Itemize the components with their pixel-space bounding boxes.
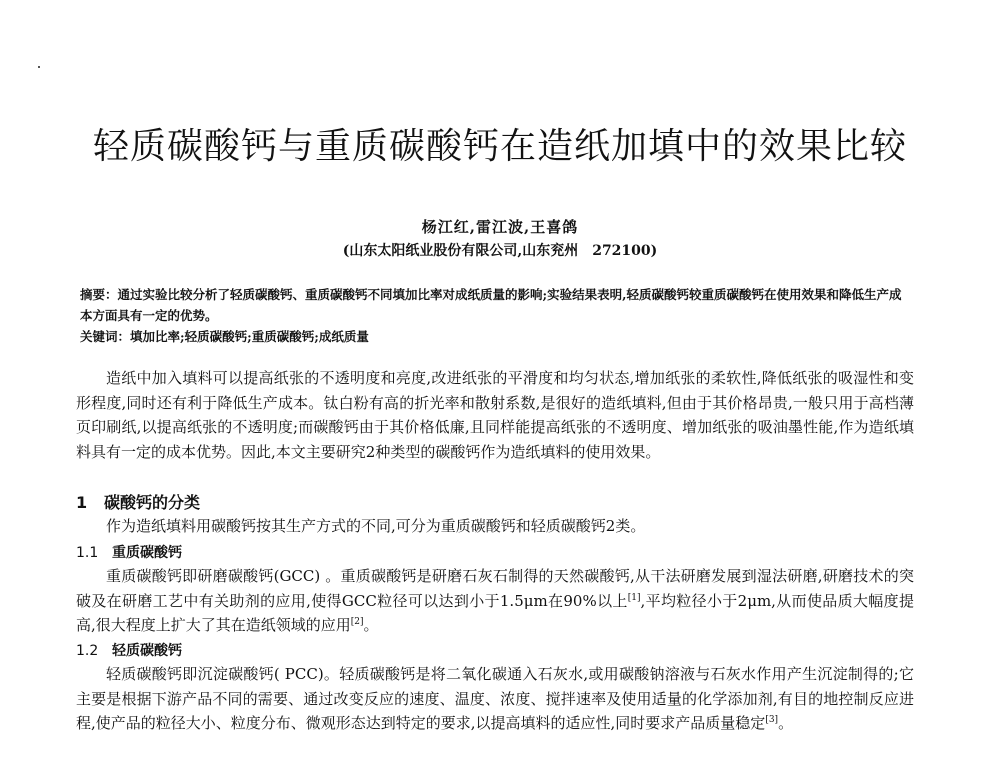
abstract-text: 通过实验比较分析了轻质碳酸钙、重质碳酸钙不同填加比率对成纸质量的影响;实验结果表明,轻质碳酸钙较重质碳酸钙在使用效果和降低生产成本方面具有一定的优势。 xyxy=(80,287,902,323)
section-number: 1.2 xyxy=(76,643,99,659)
scan-speck xyxy=(38,66,40,68)
intro-paragraph: 造纸中加入填料可以提高纸张的不透明度和亮度,改进纸张的平滑度和均匀状态,增加纸张的柔软性,降低纸张的吸湿性和变形程度,同时还有利于降低生产成本。钛白粉有高的折光率和散射系数,是很好的造纸填料,但由于其价格昂贵,一般只用于高档薄页印刷纸,以提高纸张的不透明度;而碳酸钙由于其价格低廉,且同样能提高纸张的不透明度、增加纸张的吸油墨性能,作为造纸填料具有一定的成本优势。因此,本文主要研究2种类型的碳酸钙作为造纸填料的使用效果。 xyxy=(76,369,914,461)
section-1-2-heading xyxy=(76,640,914,660)
keywords xyxy=(80,326,910,347)
paragraph-text: 轻质碳酸钙即沉淀碳酸钙( PCC)。轻质碳酸钙是将二氧化碳通入石灰水,或用碳酸钠溶液与石灰水作用产生沉淀制得的;它主要是根据下游产品不同的需要、通过改变反应的速度、温度、浓度、搅拌速率及使用适量的化学添加剂,有目的地控制反应进程,使产品的粒径大小、粒度分布、微观形态达到特定的要求,以提高填料的适应性,同时要求产品质量稳定 xyxy=(76,665,914,732)
author-list: 杨江红,雷江波,王喜鸽 xyxy=(421,218,579,236)
section-number: 1.1 xyxy=(76,545,99,561)
abstract-label: 摘要： xyxy=(80,287,118,302)
affiliation: (山东太阳纸业股份有限公司,山东兖州 272100) xyxy=(342,243,658,259)
paragraph-text: 重质碳酸钙即研磨碳酸钙(GCC) 。重质碳酸钙是研磨石灰石制得的天然碳酸钙,从干法研磨发展到湿法研磨,研磨技术的突破及在研磨工艺中有关助剂的应用,使得GCC粒径可以达到小于1.5μm在90%以上 xyxy=(76,567,914,610)
citation-ref: [1] xyxy=(627,592,641,603)
citation-ref: [3] xyxy=(765,715,779,725)
keywords-text: 填加比率;轻质碳酸钙;重质碳酸钙;成纸质量 xyxy=(130,329,369,344)
paragraph-text: ,平均粒径小于2μm,从而使品质大幅度提高,很大程度上扩大了其在造纸领域的应用 xyxy=(76,591,914,634)
section-title: 碳酸钙的分类 xyxy=(104,493,201,512)
paragraph-text: 。 xyxy=(363,616,379,634)
paper-title: 轻质碳酸钙与重质碳酸钙在造纸加填中的效果比较 xyxy=(92,126,907,167)
section-title: 轻质碳酸钙 xyxy=(112,643,182,659)
keywords-label: 关键词： xyxy=(80,329,131,344)
citation-ref: [2] xyxy=(350,617,364,627)
section-1-1-heading xyxy=(76,542,914,562)
section-1-1-paragraph xyxy=(76,564,914,638)
paragraph-text: 。 xyxy=(778,714,794,732)
section-title: 重质碳酸钙 xyxy=(112,545,182,561)
section-1-heading xyxy=(76,490,914,513)
section-1-2-paragraph xyxy=(76,662,914,736)
section-1-paragraph: 作为造纸填料用碳酸钙按其生产方式的不同,可分为重质碳酸钙和轻质碳酸钙2类。 xyxy=(106,517,646,535)
section-number: 1 xyxy=(76,493,88,512)
abstract xyxy=(80,284,910,326)
